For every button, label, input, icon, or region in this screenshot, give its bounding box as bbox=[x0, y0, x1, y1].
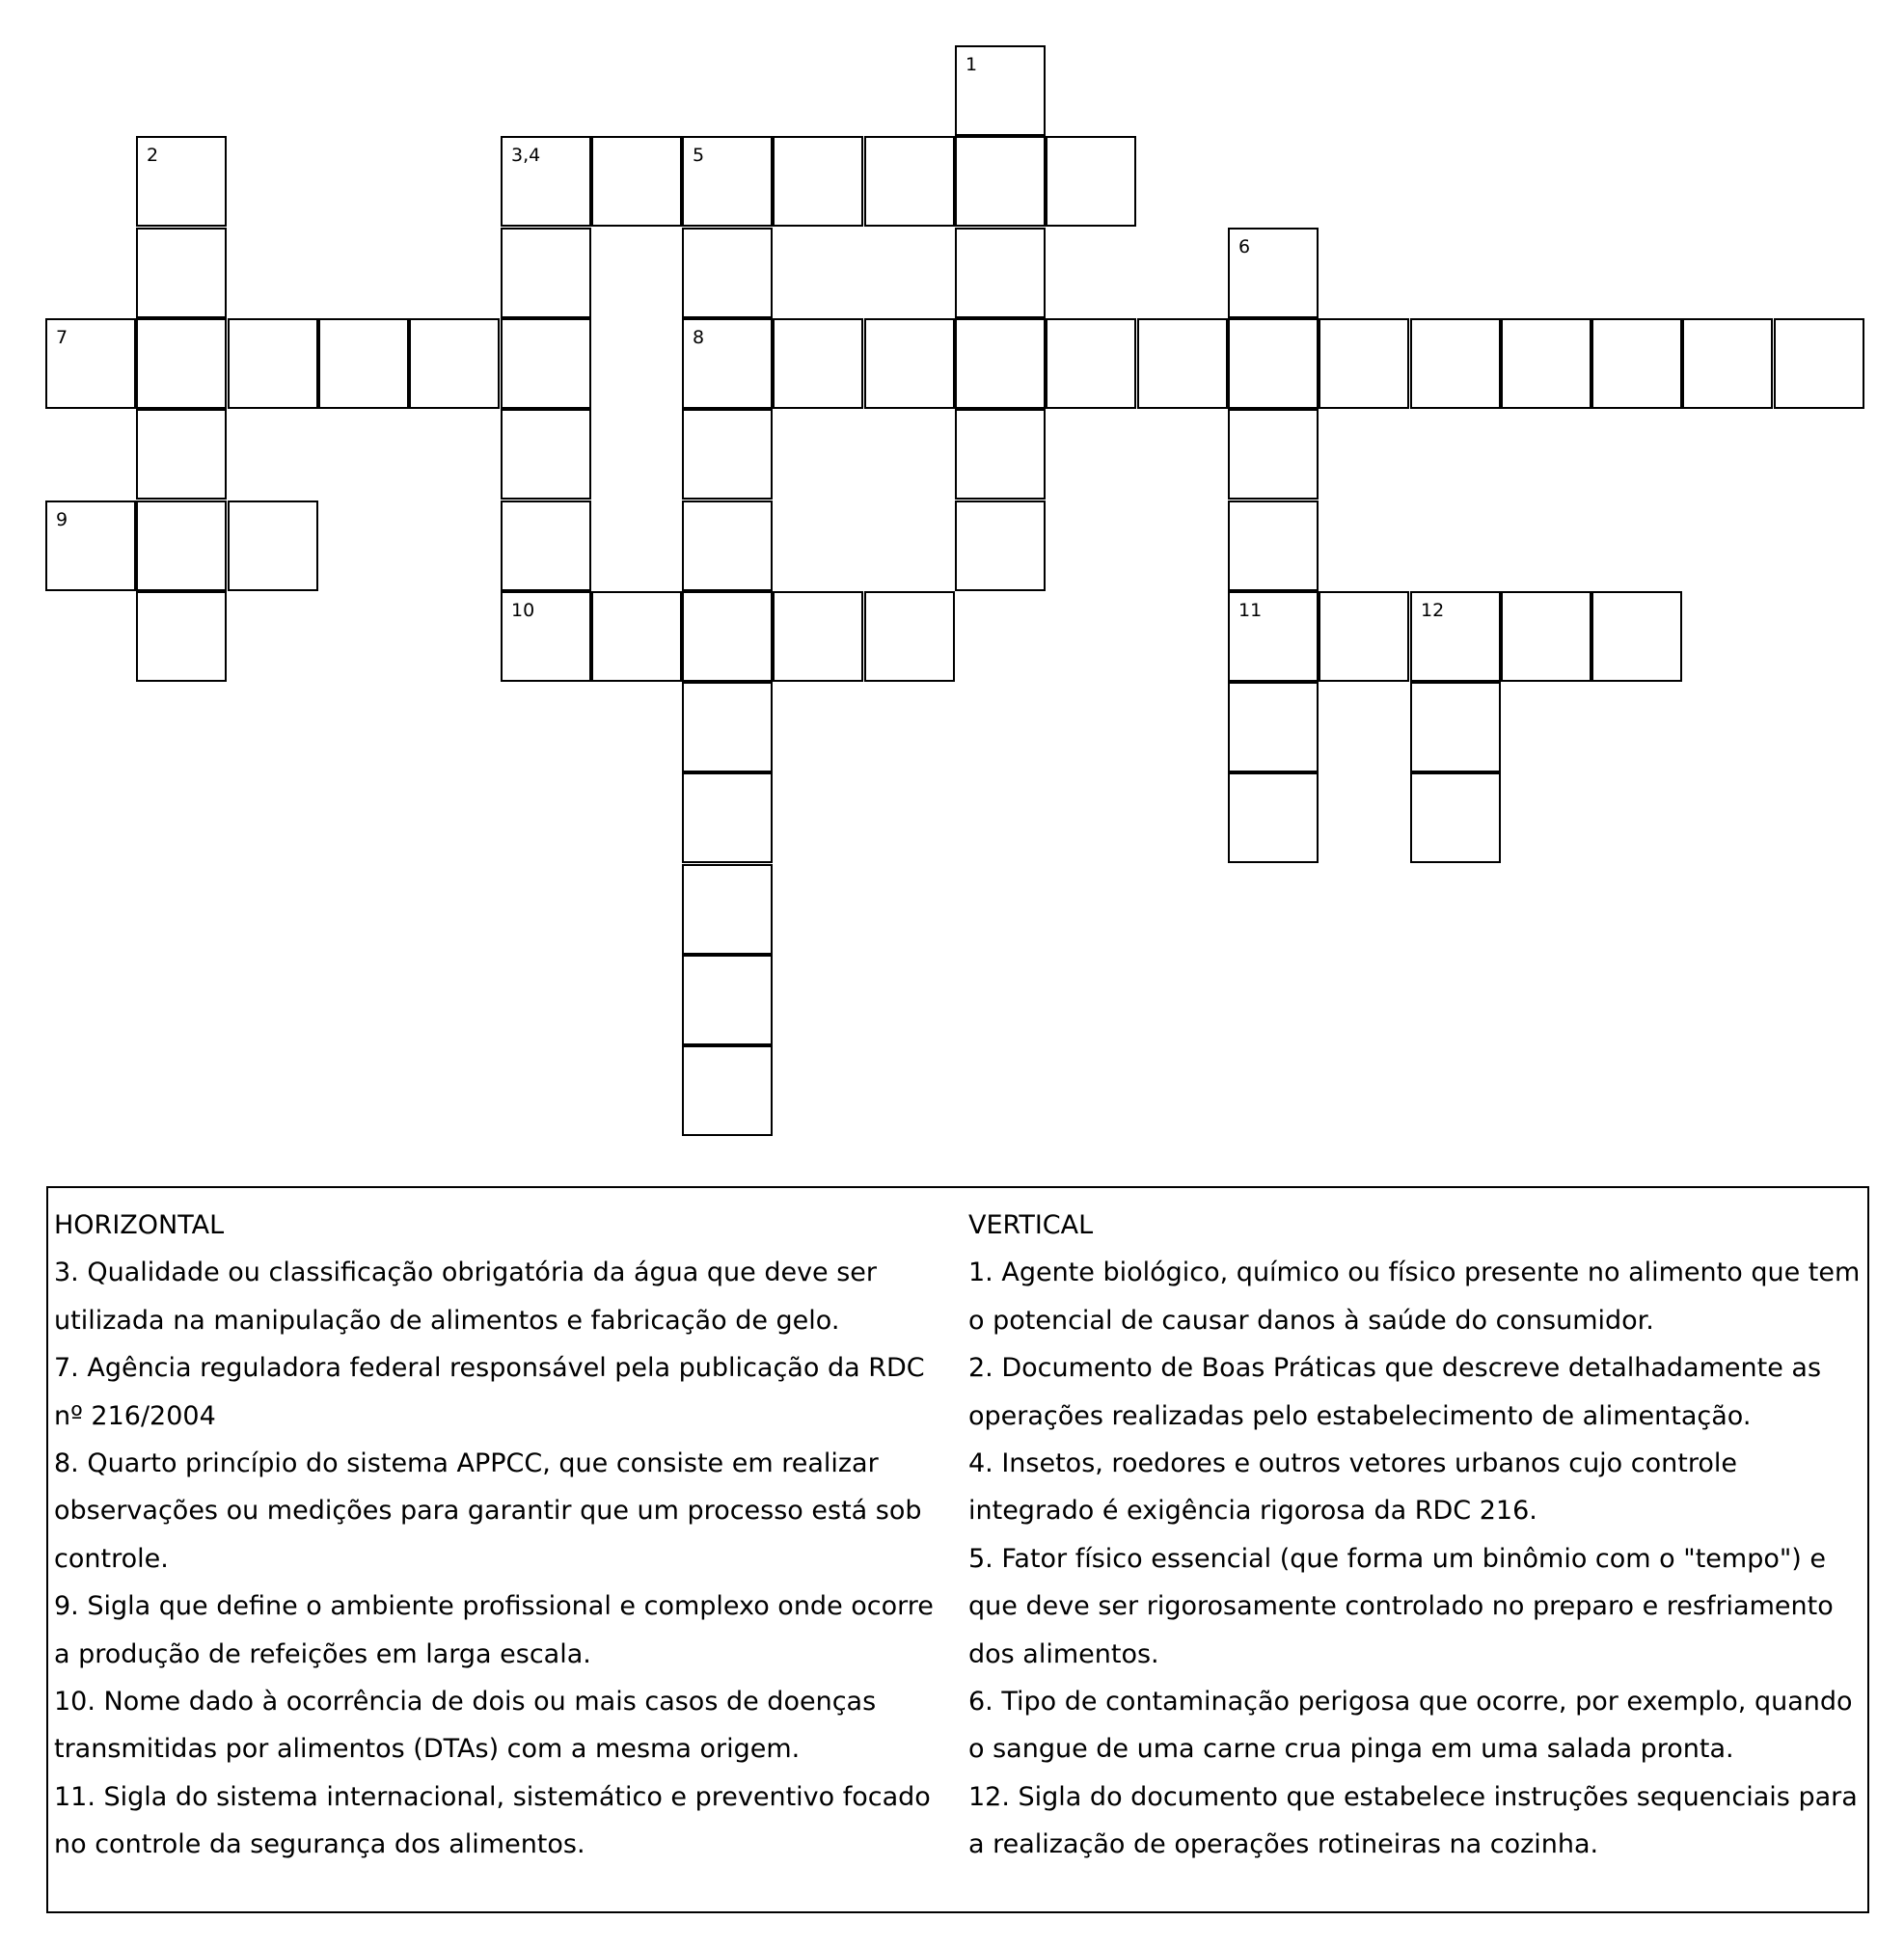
grid-cell[interactable] bbox=[955, 501, 1046, 591]
grid-cell[interactable] bbox=[591, 591, 682, 682]
clue-vertical-4: 4. Insetos, roedores e outros vetores urbanos cujo controle integrado é exigência rigorosa da RDC 216. bbox=[968, 1448, 1737, 1527]
clue-number: 2 bbox=[147, 145, 159, 166]
grid-cell[interactable] bbox=[136, 501, 227, 591]
grid-cell[interactable] bbox=[682, 1045, 773, 1136]
clue-number: 11 bbox=[1238, 600, 1263, 621]
grid-cell[interactable] bbox=[1228, 228, 1319, 318]
grid-cell[interactable] bbox=[501, 318, 591, 409]
grid-cell[interactable] bbox=[1228, 501, 1319, 591]
grid-cell[interactable] bbox=[136, 409, 227, 500]
grid-cell[interactable] bbox=[45, 318, 136, 409]
grid-cell[interactable] bbox=[1501, 318, 1591, 409]
grid-cell[interactable] bbox=[682, 136, 773, 227]
clue-horizontal-10: 10. Nome dado à ocorrência de dois ou mais casos de doenças transmitidas por alimentos (DTAs) com a mesma origem. bbox=[54, 1687, 877, 1765]
grid-cell[interactable] bbox=[682, 591, 773, 682]
clue-vertical-2: 2. Documento de Boas Práticas que descreve detalhadamente as operações realizadas pelo estabelecimento de alimentação. bbox=[968, 1353, 1822, 1431]
grid-cell[interactable] bbox=[682, 682, 773, 772]
grid-cell[interactable] bbox=[682, 318, 773, 409]
clue-number: 6 bbox=[1238, 236, 1251, 257]
grid-cell[interactable] bbox=[682, 864, 773, 955]
grid-cell[interactable] bbox=[136, 318, 227, 409]
grid-cell[interactable] bbox=[1228, 409, 1319, 500]
grid-cell[interactable] bbox=[228, 501, 318, 591]
clue-horizontal-11: 11. Sigla do sistema internacional, sistemático e preventivo focado no controle da segurança dos alimentos. bbox=[54, 1781, 931, 1860]
grid-cell[interactable] bbox=[136, 591, 227, 682]
grid-cell[interactable] bbox=[773, 591, 863, 682]
grid-cell[interactable] bbox=[501, 591, 591, 682]
grid-cell[interactable] bbox=[955, 409, 1046, 500]
grid-cell[interactable] bbox=[1319, 318, 1409, 409]
clue-number: 8 bbox=[693, 327, 705, 348]
grid-cell[interactable] bbox=[45, 501, 136, 591]
grid-cell[interactable] bbox=[591, 136, 682, 227]
clues-box bbox=[46, 1186, 1869, 1913]
grid-cell[interactable] bbox=[136, 136, 227, 227]
grid-cell[interactable] bbox=[501, 409, 591, 500]
grid-cell[interactable] bbox=[682, 409, 773, 500]
grid-cell[interactable] bbox=[1410, 772, 1501, 863]
grid-cell[interactable] bbox=[682, 228, 773, 318]
grid-cell[interactable] bbox=[1046, 318, 1136, 409]
grid-cell[interactable] bbox=[1410, 591, 1501, 682]
clue-number: 7 bbox=[56, 327, 68, 348]
horizontal-clues bbox=[54, 1202, 956, 1869]
grid-cell[interactable] bbox=[682, 772, 773, 863]
grid-cell[interactable] bbox=[501, 228, 591, 318]
grid-cell[interactable] bbox=[501, 136, 591, 227]
grid-cell[interactable] bbox=[1410, 682, 1501, 772]
clue-number: 1 bbox=[966, 54, 978, 75]
grid-cell[interactable] bbox=[228, 318, 318, 409]
grid-cell[interactable] bbox=[1501, 591, 1591, 682]
grid-cell[interactable] bbox=[682, 955, 773, 1045]
vertical-clues bbox=[968, 1202, 1862, 1869]
grid-cell[interactable] bbox=[1228, 591, 1319, 682]
clue-number: 9 bbox=[56, 509, 68, 530]
clue-number: 5 bbox=[693, 145, 705, 166]
grid-cell[interactable] bbox=[1410, 318, 1501, 409]
grid-cell[interactable] bbox=[1228, 682, 1319, 772]
clue-vertical-12: 12. Sigla do documento que estabelece instruções sequenciais para a realização de operações rotineiras na cozinha. bbox=[968, 1781, 1858, 1860]
clue-vertical-6: 6. Tipo de contaminação perigosa que ocorre, por exemplo, quando o sangue de uma carne crua pinga em uma salada pronta. bbox=[968, 1687, 1853, 1765]
grid-cell[interactable] bbox=[773, 318, 863, 409]
grid-cell[interactable] bbox=[409, 318, 500, 409]
grid-cell[interactable] bbox=[1319, 591, 1409, 682]
clue-horizontal-3: 3. Qualidade ou classificação obrigatória da água que deve ser utilizada na manipulação de alimentos e fabricação de gelo. bbox=[54, 1258, 878, 1336]
grid-cell[interactable] bbox=[773, 136, 863, 227]
clue-horizontal-9: 9. Sigla que define o ambiente profissional e complexo onde ocorre a produção de refeições em larga escala. bbox=[54, 1591, 934, 1669]
grid-cell[interactable] bbox=[1774, 318, 1864, 409]
grid-cell[interactable] bbox=[1046, 136, 1136, 227]
grid-cell[interactable] bbox=[682, 501, 773, 591]
clue-horizontal-7: 7. Agência reguladora federal responsável pela publicação da RDC nº 216/2004 bbox=[54, 1353, 925, 1431]
clue-vertical-5: 5. Fator físico essencial (que forma um binômio com o "tempo") e que deve ser rigorosamente controlado no preparo e resfriamento dos alimentos. bbox=[968, 1543, 1834, 1669]
clue-number: 10 bbox=[511, 600, 535, 621]
grid-cell[interactable] bbox=[955, 228, 1046, 318]
grid-cell[interactable] bbox=[501, 501, 591, 591]
vertical-heading: VERTICAL bbox=[968, 1210, 1094, 1240]
grid-cell[interactable] bbox=[864, 591, 955, 682]
grid-cell[interactable] bbox=[864, 318, 955, 409]
grid-cell[interactable] bbox=[318, 318, 409, 409]
grid-cell[interactable] bbox=[1591, 318, 1682, 409]
clue-number: 3,4 bbox=[511, 145, 541, 166]
horizontal-heading: HORIZONTAL bbox=[54, 1210, 225, 1240]
grid-cell[interactable] bbox=[955, 45, 1046, 136]
grid-cell[interactable] bbox=[955, 318, 1046, 409]
clue-number: 12 bbox=[1421, 600, 1445, 621]
grid-cell[interactable] bbox=[864, 136, 955, 227]
grid-cell[interactable] bbox=[1137, 318, 1228, 409]
grid-cell[interactable] bbox=[955, 136, 1046, 227]
grid-cell[interactable] bbox=[1228, 318, 1319, 409]
grid-cell[interactable] bbox=[1591, 591, 1682, 682]
clue-vertical-1: 1. Agente biológico, químico ou físico presente no alimento que tem o potencial de causar danos à saúde do consumidor. bbox=[968, 1258, 1861, 1336]
grid-cell[interactable] bbox=[136, 228, 227, 318]
grid-cell[interactable] bbox=[1682, 318, 1773, 409]
grid-cell[interactable] bbox=[1228, 772, 1319, 863]
clue-horizontal-8: 8. Quarto princípio do sistema APPCC, que consiste em realizar observações ou medições para garantir que um processo está sob controle. bbox=[54, 1448, 922, 1574]
